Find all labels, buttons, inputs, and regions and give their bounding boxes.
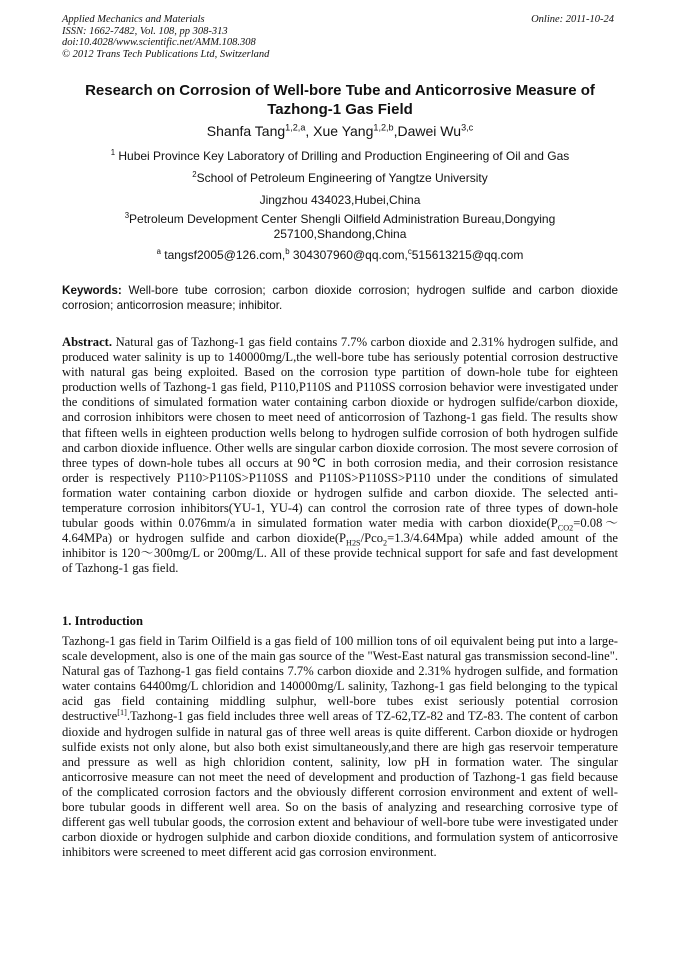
abstract-text: =1.3/4.64Mpa) while added amount of the inhibitor is 120～300mg/L or 200mg/L. All of these provide technical support for safe and fast development of Tazhong-1 gas field.: [62, 531, 619, 576]
affiliation-2: [62, 171, 618, 186]
affiliation-text: Jingzhou 434023,Hubei,China: [259, 193, 421, 207]
author-affiliation-mark: 1,2,b: [373, 122, 394, 133]
author-separator: ,: [305, 123, 314, 139]
affiliation-1: [62, 149, 618, 164]
keywords-text: Well-bore tube corrosion; carbon dioxide corrosion; hydrogen sulfide and carbon dioxide corrosion; anticorrosion measure; inhibitor.: [62, 284, 618, 312]
email-text: 304307960@qq.com,: [289, 248, 408, 262]
abstract: [62, 335, 618, 577]
copyright-line: © 2012 Trans Tech Publications Ltd, Switzerland: [62, 48, 270, 60]
email-text: 515613215@qq.com: [411, 248, 524, 262]
introduction-text: [62, 634, 618, 860]
section-heading: 1. Introduction: [62, 614, 143, 628]
abstract-text: =0.08～4.64MPa) or hydrogen sulfide and carbon dioxide(P: [62, 516, 618, 546]
author-name: Shanfa Tang: [206, 123, 286, 139]
abstract-text: /Pco: [360, 531, 383, 546]
keywords: [62, 283, 618, 313]
subscript: H2S: [346, 538, 361, 548]
affiliation-text: Hubei Province Key Laboratory of Drilling and Production Engineering of Oil and Gas: [115, 149, 570, 163]
abstract-label: Abstract.: [62, 335, 113, 349]
author-list: [62, 124, 618, 139]
subscript: CO2: [557, 523, 574, 533]
paper-title: Research on Corrosion of Well-bore Tube and Anticorrosive Measure of Tazhong-1 Gas Field: [85, 82, 595, 118]
email-text: tangsf2005@126.com,: [160, 248, 286, 262]
citation-mark: [1]: [117, 708, 127, 718]
intro-text: .Tazhong-1 gas field includes three well areas of TZ-62,TZ-82 and TZ-83. The content of carbon dioxide and hydrogen sulfide in natural gas of three well areas is quite different. Carbon dioxide or hydrogen sulfide exists not only alone, but also both exist simultaneously,and there are high gas reservoir temperature and pressure as well as high chloridion content, salinity, low pH in formation water. The singular anticorrosive measure can not meet the need of development and production of Tazhong-1 gas field because of the complicated corrosion factors and the obviously different corrosion environment and extent of well-bore tubular goods in different well area. So on the basis of analyzing and researching corrosive type of different gas well tubular goods, the corrosion extent and behaviour of well-bore tube were investigated under carbon dioxide or hydrogen sulphide and carbon dioxide conditions, and formulation system of anticorrosive inhibitors were screened to meet different acid gas corrosion environment.: [62, 709, 618, 860]
keywords-label: Keywords:: [62, 284, 122, 297]
affiliation-text: Petroleum Development Center Shengli Oilfield Administration Bureau,Dongying 257100,Shandong,China: [129, 212, 556, 241]
abstract-text: Natural gas of Tazhong-1 gas field contains 7.7% carbon dioxide and 2.31% hydrogen sulfide, and produced water salinity is up to 140000mg/L,the well-bore tube has seriously potential corrosion destructive with natural gas being exploited. Based on the corrosion type partition of down-hole tube for eighteen production wells of Tazhong-1 gas field, P110,P110S and P110SS corrosion behavior were investigated under the conditions of simulated formation water containing carbon dioxide or hydrogen sulfide/carbon dioxide, and corrosion inhibitors were chosen to meet need of anticorrosion of Tazhong-1 gas field. The results show that fifteen wells in eighteen production wells belong to hydrogen sulfide corrosion of both hydrogen sulfide and carbon dioxide influence. Other wells are singular carbon dioxide corrosion. The most severe corrosion of three types of down-hole tubes all occurs at 90℃ in both corrosion media, and their corrosion resistance order is respectively P110>P110S>P110SS and P110S>P110SS>P110 under the conditions of simulated formation water containing carbon dioxide or hydrogen sulfide and carbon dioxide. The selected anti-temperature corrosion inhibitors(YU-1, YU-4) can control the corrosion rate of three types of down-hole tubular goods within 0.076mm/a in simulated formation water media with carbon dioxide(P: [62, 335, 618, 531]
author-affiliation-mark: 1,2,a: [285, 122, 306, 133]
affiliation-mark: 3: [124, 211, 130, 220]
affiliation-mark: 2: [192, 170, 197, 179]
affiliation-3: [100, 212, 580, 242]
affiliation-text: School of Petroleum Engineering of Yangtze University: [196, 171, 488, 185]
author-name: Xue Yang: [313, 123, 374, 139]
author-separator: ,: [393, 123, 398, 139]
issn-line: ISSN: 1662-7482, Vol. 108, pp 308-313: [62, 25, 228, 37]
journal-header: [62, 14, 618, 60]
affiliation-mark: 1: [110, 148, 116, 157]
author-name: Dawei Wu: [397, 123, 462, 139]
author-emails: [62, 248, 618, 263]
email-mark: b: [285, 247, 290, 256]
doi-line: doi:10.4028/www.scientific.net/AMM.108.308: [62, 37, 256, 48]
subscript: 2: [383, 538, 388, 548]
email-mark: c: [407, 247, 412, 256]
intro-text: Tazhong-1 gas field in Tarim Oilfield is a gas field of 100 million tons of oil equivalent being put into a large-scale development, also is one of the main gas source of the "West-East natural gas transmission second-line". Natural gas of Tazhong-1 gas field contains 7.7% carbon dioxide and 2.31% hydrogen sulfide, and formation water contains 64400mg/L chloridion and 140000mg/L salinity, Tazhong-1 gas field belonging to the typical acid gas field containing middling sulphur, well-bore tubes exist seriously potential corrosion destructive: [62, 634, 618, 724]
email-mark: a: [156, 247, 161, 256]
author-affiliation-mark: 3,c: [461, 122, 474, 133]
online-date: Online: 2011-10-24: [531, 14, 614, 25]
journal-name: Applied Mechanics and Materials: [62, 14, 205, 25]
affiliation-2-city: [62, 193, 618, 208]
